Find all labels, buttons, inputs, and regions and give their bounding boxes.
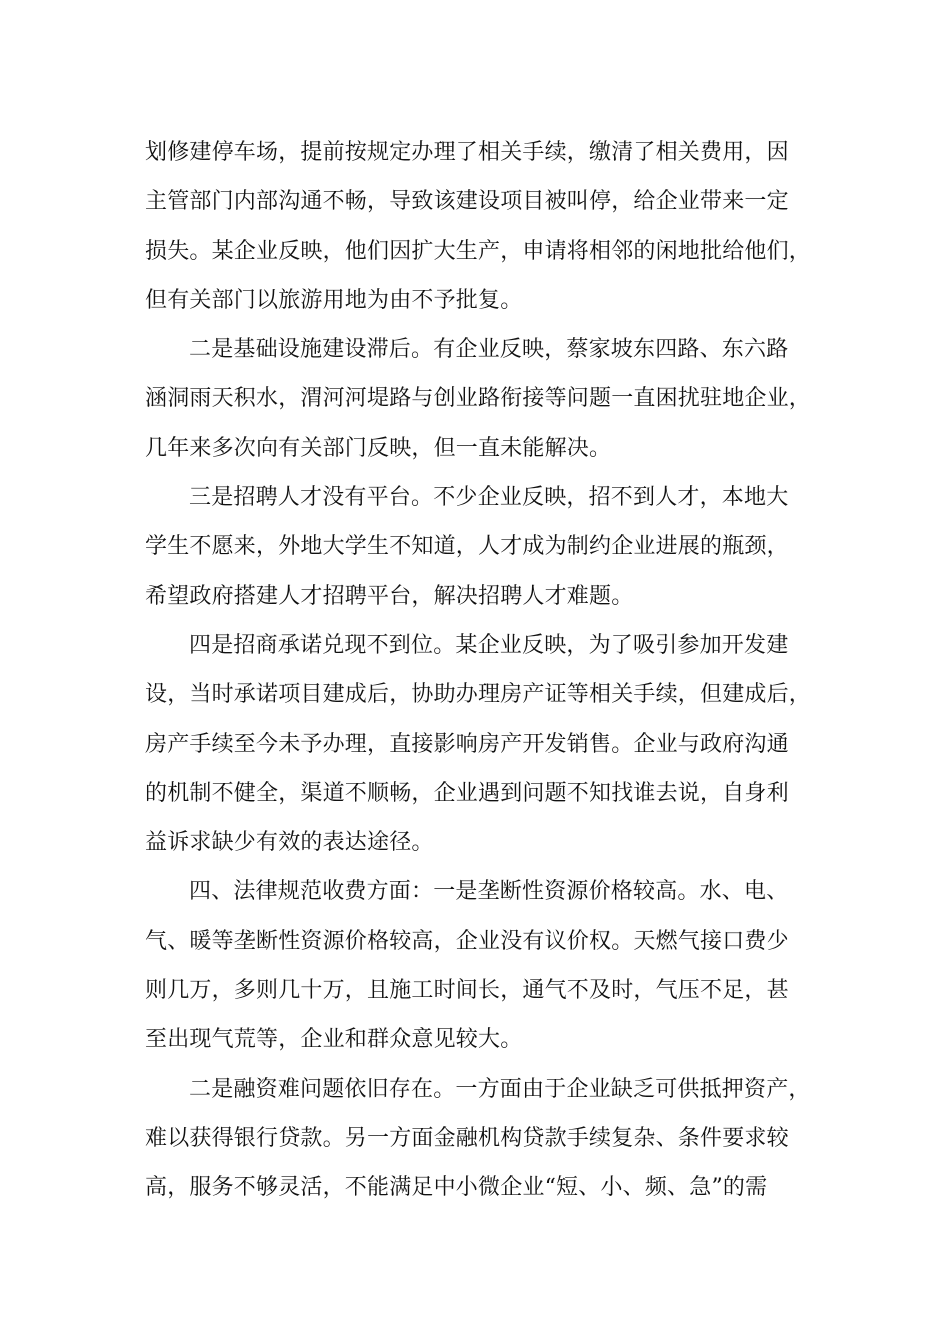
text-line: 几年来多次向有关部门反映，但一直未能解决。 [145, 435, 612, 461]
text-line: 但有关部门以旅游用地为由不予批复。 [145, 287, 523, 313]
text-line: 主管部门内部沟通不畅，导致该建设项目被叫停，给企业带来一定 [145, 189, 789, 215]
text-line: 高，服务不够灵活，不能满足中小微企业“短、小、频、急”的需 [145, 1175, 768, 1201]
text-line: 的机制不健全，渠道不顺畅，企业遇到问题不知找谁去说，自身利 [145, 780, 789, 806]
text-line: 益诉求缺少有效的表达途径。 [145, 830, 434, 856]
text-line: 涵洞雨天积水，渭河河堤路与创业路衔接等问题一直困扰驻地企业， [145, 386, 812, 412]
paragraph-start-line: 二是融资难问题依旧存在。一方面由于企业缺乏可供抵押资产， [189, 1076, 811, 1102]
text-line: 划修建停车场，提前按规定办理了相关手续，缴清了相关费用，因 [145, 140, 789, 165]
text-line: 希望政府搭建人才招聘平台，解决招聘人才难题。 [145, 583, 634, 609]
paragraph-start-line: 三是招聘人才没有平台。不少企业反映，招不到人才，本地大 [189, 485, 789, 511]
text-line: 损失。某企业反映，他们因扩大生产，申请将相邻的闲地批给他们， [145, 238, 812, 264]
text-line: 房产手续至今未予办理，直接影响房产开发销售。企业与政府沟通 [145, 731, 789, 757]
text-line: 设，当时承诺项目建成后，协助办理房产证等相关手续，但建成后， [145, 682, 812, 708]
paragraph-start-line: 四是招商承诺兑现不到位。某企业反映，为了吸引参加开发建 [189, 632, 789, 658]
paragraph-start-line: 四、法律规范收费方面：一是垄断性资源价格较高。水、电、 [189, 879, 789, 905]
text-line: 难以获得银行贷款。另一方面金融机构贷款手续复杂、条件要求较 [145, 1125, 789, 1151]
text-line: 至出现气荒等，企业和群众意见较大。 [145, 1027, 523, 1053]
document-body [145, 128, 825, 1213]
text-line: 则几万，多则几十万，且施工时间长，通气不及时，气压不足，甚 [145, 978, 789, 1004]
text-line: 学生不愿来，外地大学生不知道，人才成为制约企业进展的瓶颈， [145, 534, 789, 560]
paragraph-start-line: 二是基础设施建设滞后。有企业反映，蔡家坡东四路、东六路 [189, 337, 789, 363]
text-line: 气、暖等垄断性资源价格较高，企业没有议价权。天燃气接口费少 [145, 928, 789, 954]
